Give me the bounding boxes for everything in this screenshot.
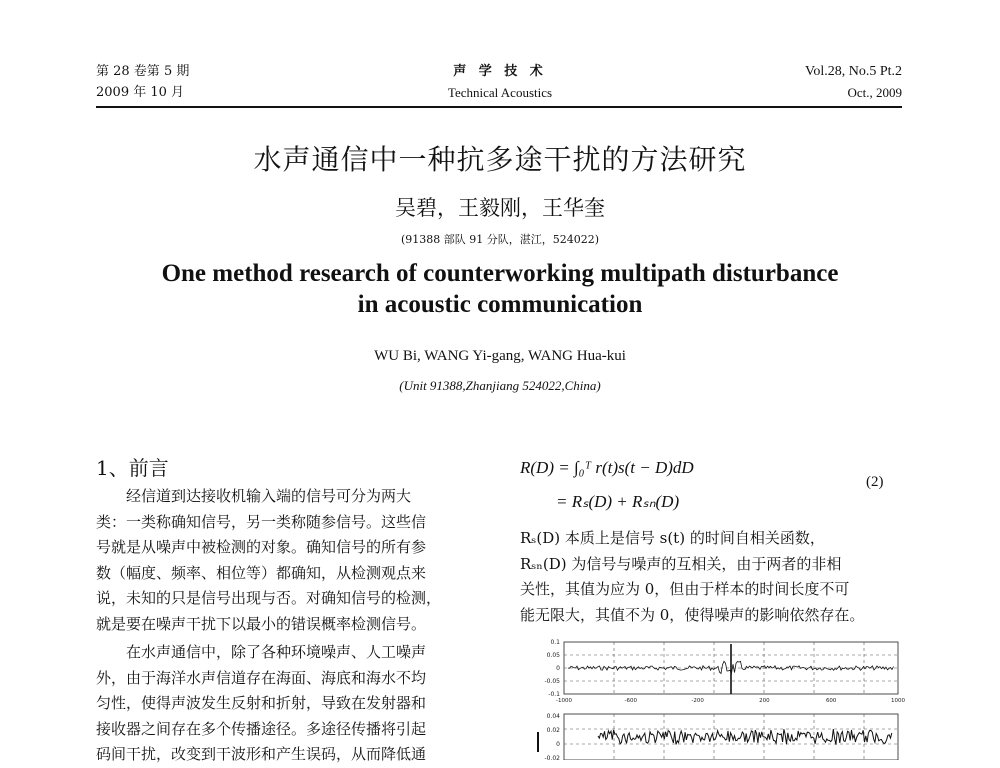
para1-line: 数（幅度、频率、相位等）都确知，从检测观点来 [96,563,427,582]
explanation-paragraph [520,526,904,628]
tick-label: 0.1 [550,639,560,646]
header-date-cn: 2009 年 10 月 [96,85,185,100]
tick-label: 0.05 [546,652,560,659]
tick-label: -600 [624,698,638,704]
header-rule [96,106,902,108]
top-x-tick-labels [556,698,905,704]
title-en-line1: One method research of counterworking multipath disturbance [161,260,839,287]
bottom-plot-grid [564,714,898,760]
header-volume-cn: 第 28 卷第 5 期 [96,64,190,79]
tick-label: 0 [556,741,560,748]
tick-label: 0.02 [546,727,560,734]
top-y-tick-labels [544,639,560,698]
bottom-signal-trace [598,729,892,745]
para1-line: 经信道到达接收机输入端的信号可分为两大 [96,487,412,505]
equation-line-1: R(D) = ∫₀ᵀ r(t)s(t − D)dD [520,458,694,477]
tick-label: -0.05 [544,678,560,685]
header-journal-cn: 声 学 技 术 [453,64,547,79]
title-en [0,258,1000,320]
para1-line: 就是要在噪声干扰下以最小的错误概率检测信号。 [96,614,427,633]
section-heading: 1、前言 [96,456,169,480]
paragraph-1 [96,484,484,637]
tick-label: -200 [691,698,704,704]
tick-label: -0.02 [544,755,560,760]
tick-label: -1000 [556,698,572,704]
para2-line: 码间干扰，改变到干波形和产生误码，从而降低通 [96,745,427,763]
para1-line: 类：一类称确知信号，另一类称随参信号。这些信 [96,512,427,531]
para1-line: 号就是从噪声中被检测的对象。确知信号的所有参 [96,538,427,556]
header-date-en: Oct., 2009 [847,85,902,100]
top-plot [544,639,905,704]
bottom-y-tick-labels [544,713,560,760]
bottom-plot [538,713,898,760]
tick-label: 0.04 [546,713,560,720]
title-cn: 水声通信中一种抗多途干扰的方法研究 [253,143,747,176]
header-volume-en: Vol.28, No.5 Pt.2 [805,64,902,79]
para1-line: 说，未知的只是信号出现与否。对确知信号的检测， [96,589,442,607]
header-journal-en: Technical Acoustics [447,85,553,100]
para2-line: 在水声通信中，除了各种环境噪声、人工噪声 [96,643,427,661]
paragraph-2 [96,640,484,768]
affiliation-cn: (91388 部队 91 分队，湛江，524022) [400,233,600,246]
authors-cn: 吴碧，王毅刚，王华奎 [395,196,605,220]
authors-en: WU Bi, WANG Yi-gang, WANG Hua-kui [374,348,626,364]
tick-label: 200 [759,698,770,704]
para2-line: 外，由于海洋水声信道存在海面、海底和海水不均 [96,668,427,687]
tick-label: 0 [556,665,560,672]
affiliation-en: (Unit 91388,Zhanjiang 524022,China) [399,378,601,393]
para2-line: 匀性，使得声波发生反射和折射，导致在发射器和 [96,694,427,712]
explanation-line: Rₛ(D) 本质上是信号 s(t) 的时间自相关函数， [520,529,825,547]
tick-label: -0.1 [548,691,560,698]
tick-label: 1000 [891,698,905,704]
equation-number: (2) [866,474,884,490]
tick-label: 600 [825,698,837,704]
para2-line: 接收器之间存在多个传播途径。多途径传播将引起 [96,719,427,738]
title-en-line2: in acoustic communication [357,291,643,318]
explanation-line: 能无限大，其值不为 0，使得噪声的影响依然存在。 [520,605,865,624]
equation-line-2: = Rₛ(D) + Rₛₙ(D) [556,492,680,511]
explanation-line: Rₛₙ(D) 为信号与噪声的互相关，由于两者的非相 [520,554,842,573]
explanation-line: 关性，其值为应为 0，但由于样本的时间长度不可 [520,580,850,598]
correlation-figure [520,636,910,760]
